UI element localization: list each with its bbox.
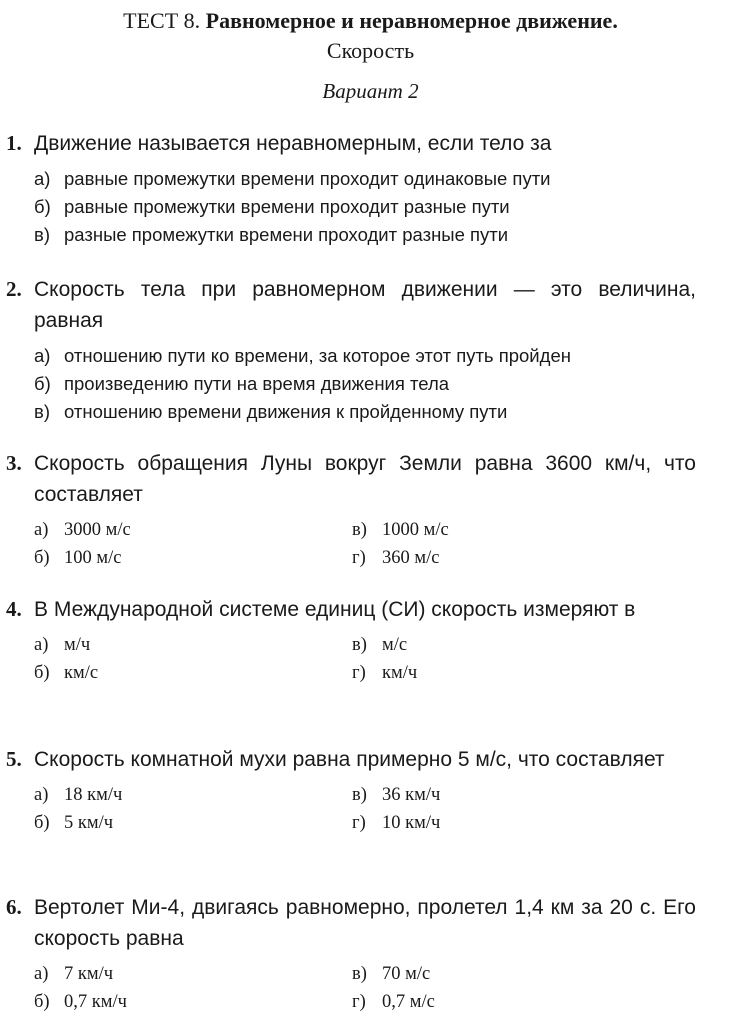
- answer-option: [34, 398, 696, 426]
- option-text: км/ч: [382, 663, 418, 683]
- answer-option: [34, 781, 352, 809]
- answer-option: [352, 631, 652, 659]
- question-text: [6, 274, 696, 336]
- option-text: 360 м/с: [382, 548, 440, 568]
- option-letter: б): [34, 548, 50, 568]
- option-letter: г): [352, 663, 366, 683]
- question-body: Движение называется неравномерным, если тело за: [34, 132, 552, 155]
- option-text: 3000 м/с: [64, 520, 131, 540]
- answer-options: [6, 516, 696, 572]
- answer-option: [352, 781, 652, 809]
- test-title-line2: Скорость: [326, 38, 415, 63]
- answer-option: [352, 960, 652, 988]
- question-number: 3.: [6, 451, 22, 475]
- answer-option: [352, 659, 652, 687]
- question-text: [6, 892, 696, 954]
- option-text: отношению пути ко времени, за которое этот путь пройден: [64, 345, 571, 366]
- option-text: 70 м/с: [382, 964, 431, 984]
- option-letter: а): [34, 520, 49, 540]
- answer-options: [6, 781, 696, 837]
- option-text: разные промежутки времени проходит разные пути: [64, 224, 509, 245]
- option-letter: а): [34, 168, 51, 189]
- test-title: [0, 6, 741, 36]
- option-text: 0,7 км/ч: [64, 992, 127, 1012]
- option-letter: г): [352, 548, 366, 568]
- question-number: 6.: [6, 895, 22, 919]
- question-number: 2.: [6, 277, 22, 301]
- answer-option: [34, 516, 352, 544]
- option-text: 7 км/ч: [64, 964, 114, 984]
- question-4: [6, 594, 696, 687]
- question-5: [6, 744, 696, 837]
- answer-option: [34, 659, 352, 687]
- test-number: ТЕСТ 8.: [123, 8, 201, 33]
- option-letter: г): [352, 813, 366, 833]
- option-text: м/с: [382, 635, 408, 655]
- question-body: Скорость тела при равномерном движении — это величина, равная: [34, 278, 696, 332]
- answer-option: [34, 342, 696, 370]
- answer-option: [34, 193, 696, 221]
- question-text: [6, 594, 696, 625]
- option-text: м/ч: [64, 635, 91, 655]
- answer-option: [352, 544, 652, 572]
- answer-option: [34, 165, 696, 193]
- question-number: 5.: [6, 747, 22, 771]
- option-letter: а): [34, 345, 51, 366]
- answer-option: [352, 516, 652, 544]
- option-text: 0,7 м/с: [382, 992, 435, 1012]
- option-text: равные промежутки времени проходит разные пути: [64, 196, 510, 217]
- answer-options: [6, 631, 696, 687]
- option-letter: в): [34, 224, 50, 245]
- question-1: [6, 128, 696, 249]
- option-letter: в): [352, 635, 367, 655]
- question-2: [6, 274, 696, 426]
- answer-options: [6, 342, 696, 426]
- option-letter: г): [352, 992, 366, 1012]
- option-letter: а): [34, 635, 49, 655]
- answer-options: [6, 960, 696, 1016]
- option-letter: а): [34, 964, 49, 984]
- question-text: [6, 744, 696, 775]
- option-text: 5 км/ч: [64, 813, 114, 833]
- question-body: Скорость обращения Луны вокруг Земли равна 3600 км/ч, что составляет: [34, 452, 696, 506]
- question-number: 4.: [6, 597, 22, 621]
- question-6: [6, 892, 696, 1016]
- option-text: 10 км/ч: [382, 813, 441, 833]
- question-body: Скорость комнатной мухи равна примерно 5 м/с, что составляет: [34, 748, 665, 771]
- answer-option: [34, 544, 352, 572]
- option-letter: в): [352, 964, 367, 984]
- variant-label: Вариант 2: [322, 79, 419, 103]
- answer-option: [34, 221, 696, 249]
- test-header: [0, 6, 741, 106]
- option-text: км/с: [64, 663, 99, 683]
- option-letter: а): [34, 785, 49, 805]
- option-letter: в): [352, 785, 367, 805]
- option-letter: б): [34, 196, 51, 217]
- answer-option: [34, 988, 352, 1016]
- option-letter: б): [34, 373, 51, 394]
- answer-options: [6, 165, 696, 249]
- question-number: 1.: [6, 131, 22, 155]
- question-body: Вертолет Ми-4, двигаясь равномерно, пролетел 1,4 км за 20 с. Его скорость равна: [34, 896, 696, 950]
- answer-option: [352, 809, 652, 837]
- option-text: отношению времени движения к пройденному пути: [64, 401, 508, 422]
- answer-option: [34, 631, 352, 659]
- option-text: произведению пути на время движения тела: [64, 373, 450, 394]
- answer-option: [352, 988, 652, 1016]
- option-text: 18 км/ч: [64, 785, 123, 805]
- test-title-line1: Равномерное и неравномерное движение.: [205, 8, 618, 33]
- question-text: [6, 128, 696, 159]
- option-text: равные промежутки времени проходит одинаковые пути: [64, 168, 551, 189]
- option-letter: б): [34, 813, 50, 833]
- option-letter: в): [34, 401, 50, 422]
- answer-option: [34, 809, 352, 837]
- option-letter: б): [34, 992, 50, 1012]
- question-text: [6, 448, 696, 510]
- option-letter: в): [352, 520, 367, 540]
- answer-option: [34, 960, 352, 988]
- option-text: 36 км/ч: [382, 785, 441, 805]
- option-letter: б): [34, 663, 50, 683]
- option-text: 1000 м/с: [382, 520, 449, 540]
- question-body: В Международной системе единиц (СИ) скорость измеряют в: [34, 598, 636, 621]
- question-3: [6, 448, 696, 572]
- option-text: 100 м/с: [64, 548, 122, 568]
- answer-option: [34, 370, 696, 398]
